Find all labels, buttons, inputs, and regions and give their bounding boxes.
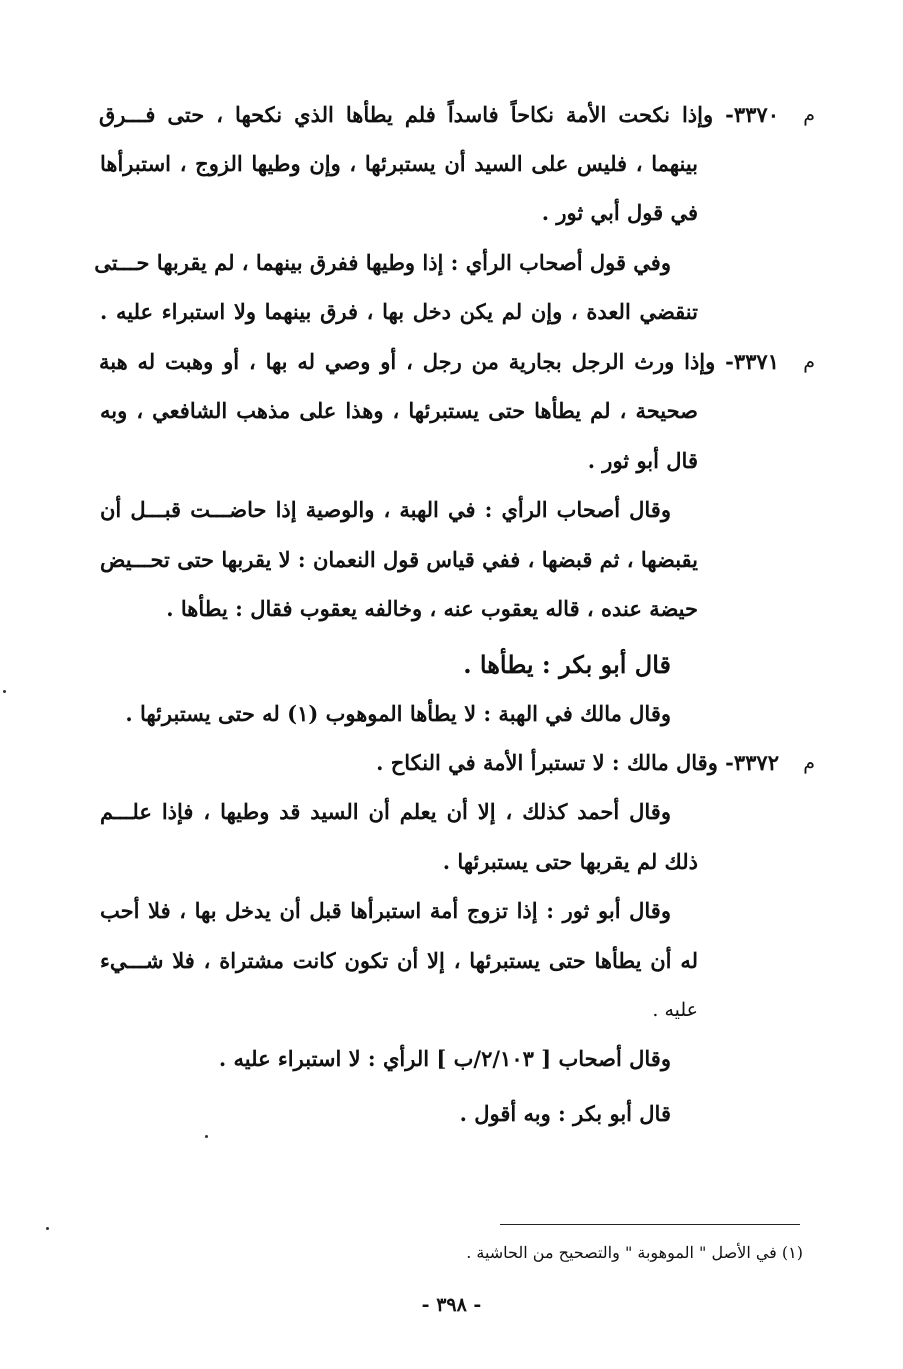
footnote-separator [500,1224,800,1225]
entry-marker: م [803,351,815,373]
text-line: له أن يطأها حتى يستبرئها ، إلا أن تكون كانت مشتراة ، فلا شـــيء [100,948,698,973]
text-line: قال أبو ثور . [587,448,698,473]
text-line: حيضة عنده ، قاله يعقوب عنه ، وخالفه يعقوب فقال : يطأها . [166,596,698,621]
scan-speck [46,1227,49,1230]
text-line: ٣٣٧٢- وقال مالك : لا تستبرأ الأمة في النكاح . [376,750,779,775]
text-line: ذلك لم يقربها حتى يستبرئها . [442,849,698,874]
entry-marker: م [803,752,815,774]
text-line: وقال أحمد كذلك ، إلا أن يعلم أن السيد قد وطيها ، فإذا علـــم [100,799,671,824]
text-line: ٣٣٧٠- وإذا نكحت الأمة نكاحاً فاسداً فلم يطأها الذي نكحها ، حتى فـــرق [99,102,779,127]
text-line: قال أبو بكر : وبه أقول . [459,1101,671,1126]
entry-marker: م [803,104,815,126]
text-line: ٣٣٧١- وإذا ورث الرجل بجارية من رجل ، أو وصي له بها ، أو وهبت له هبة [99,349,779,374]
text-line: تنقضي العدة ، وإن لم يكن دخل بها ، فرق بينهما ولا استبراء عليه . [100,299,698,324]
text-line: عليه . [652,999,698,1021]
text-line: صحيحة ، لم يطأها حتى يستبرئها ، وهذا على مذهب الشافعي ، وبه [100,398,698,423]
text-line: بينهما ، فليس على السيد أن يستبرئها ، وإن وطيها الزوج ، استبرأها [100,151,698,176]
scan-speck [205,1135,208,1138]
text-line: وقال أبو ثور : إذا تزوج أمة استبرأها قبل أن يدخل بها ، فلا أحب [100,898,671,923]
text-line: وفي قول أصحاب الرأي : إذا وطيها ففرق بينهما ، لم يقربها حـــتى [94,250,671,275]
scan-speck [3,690,6,693]
text-line: وقال أصحاب [ ٢/١٠٣/ب ] الرأي : لا استبراء عليه . [218,1046,671,1071]
text-line: في قول أبي ثور . [541,200,698,225]
text-line: وقال أصحاب الرأي : في الهبة ، والوصية إذا حاضـــت قبـــل أن [100,497,671,522]
page-number: - ٣٩٨ - [421,1294,482,1316]
text-line: يقبضها ، ثم قبضها ، ففي قياس قول النعمان : لا يقربها حتى تحـــيض [99,547,698,572]
text-line: قال أبو بكر : يطأها . [463,650,671,679]
text-line: وقال مالك في الهبة : لا يطأها الموهوب (١) له حتى يستبرئها . [125,701,671,726]
footnote: (١) في الأصل " الموهوبة " والتصحيح من الحاشية . [466,1243,803,1262]
